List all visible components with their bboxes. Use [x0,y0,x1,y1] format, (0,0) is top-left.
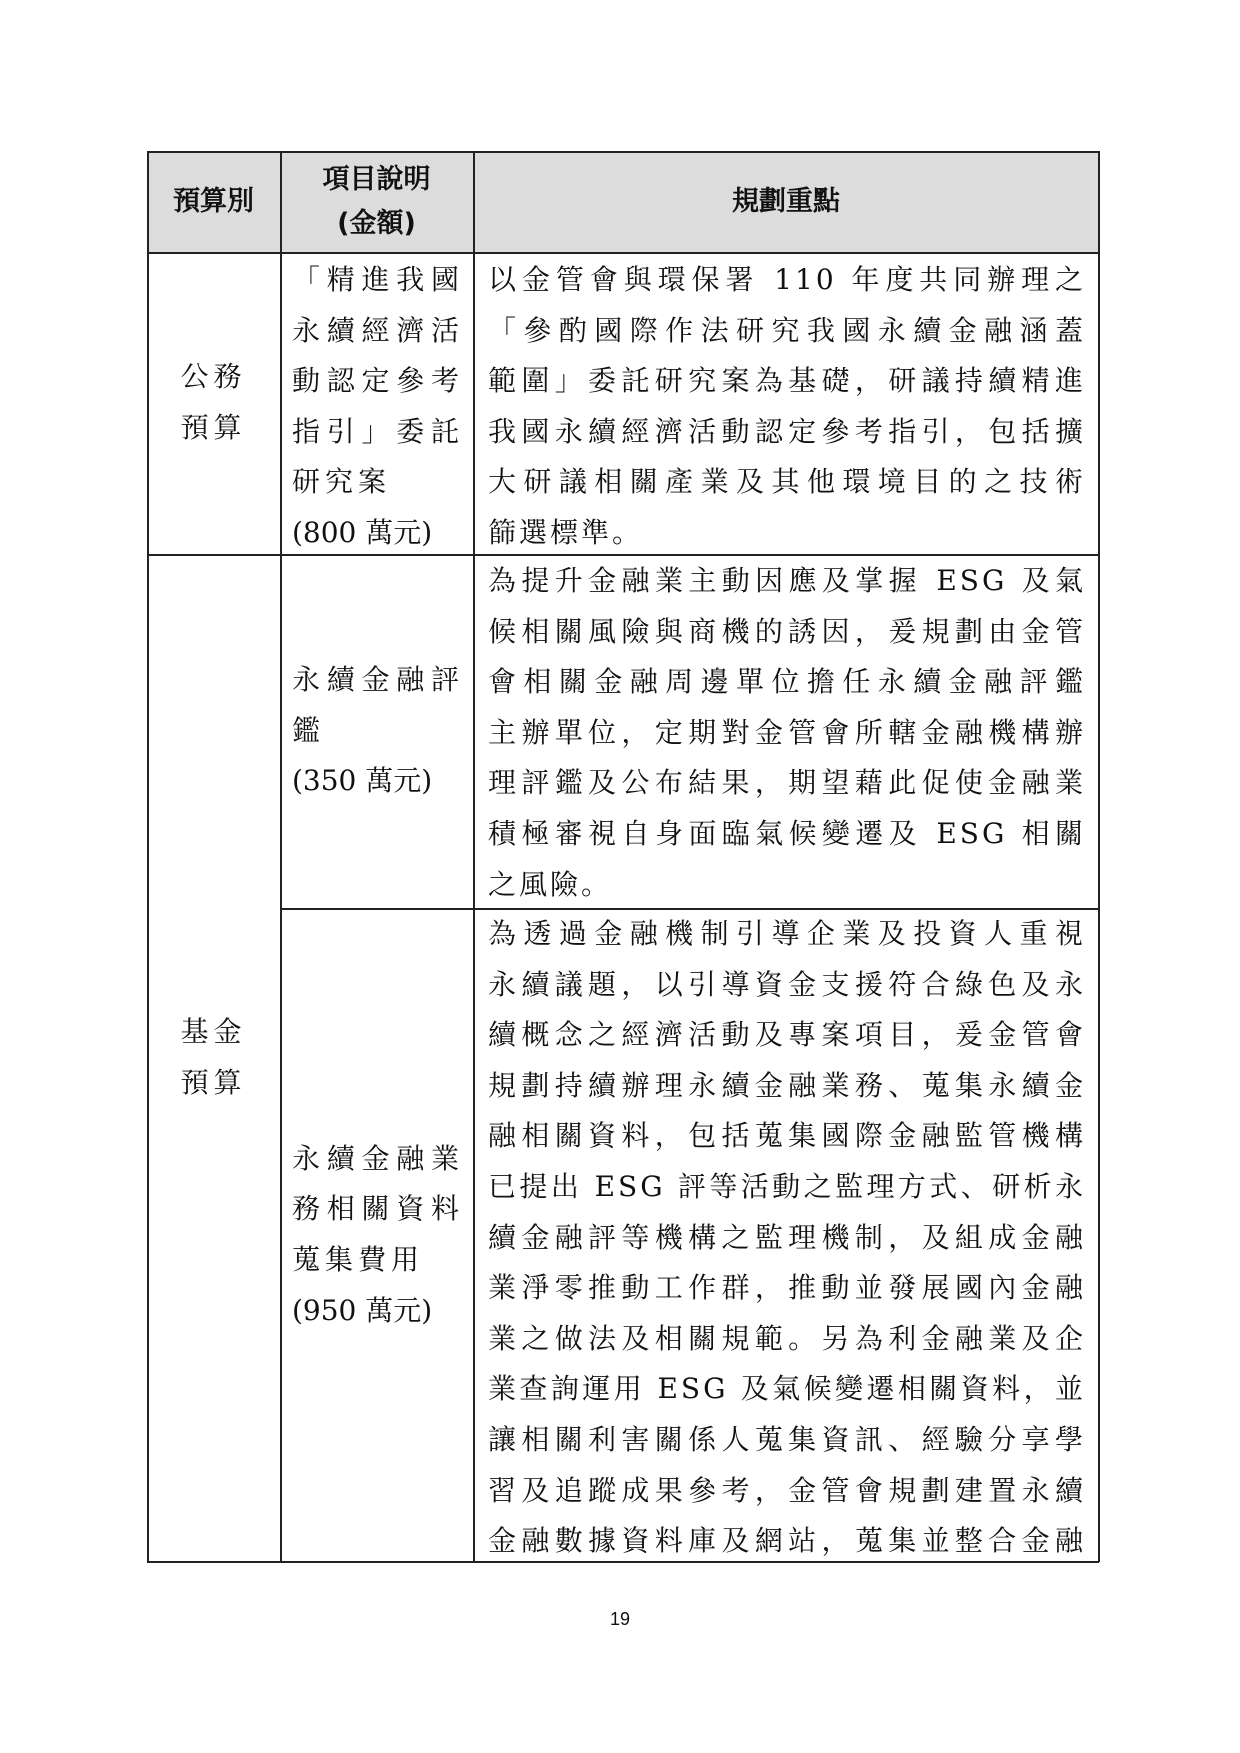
focus-line: 讓相關利害關係人蒐集資訊、經驗分享學 [488,1422,1086,1456]
focus-line: 大研議相關產業及其他環境目的之技術 [488,465,1086,499]
focus-line: 業之做法及相關規範。另為利金融業及企 [488,1321,1086,1355]
item-line: 蒐集費用 [292,1243,425,1276]
focus-line: 業淨零推動工作群，推動並發展國內金融 [488,1271,1086,1305]
table-border [147,252,1099,254]
row1-budget-type [147,252,280,554]
header-item-label: 項目說明 [322,163,431,195]
header-item-description [280,151,473,252]
focus-line: 金融數據資料庫及網站，蒐集並整合金融 [488,1524,1086,1558]
focus-line: 永續議題，以引導資金支援符合綠色及永 [488,967,1086,1001]
header-budget-type [147,151,280,252]
item-amount: (350 萬元) [292,764,433,798]
row1-focus [488,255,1086,559]
header-budget-type-label: 預算別 [173,185,254,217]
table-border [1098,151,1100,1562]
focus-line: 為透過金融機制引導企業及投資人重視 [488,917,1086,950]
item-amount: (950 萬元) [292,1293,433,1327]
focus-line: 業查詢運用 ESG 及氣候變遷相關資料，並 [488,1372,1086,1406]
budget-type-line: 預算 [180,411,247,444]
table-border [147,1561,1099,1563]
row2-item [292,554,464,908]
header-planning-focus-label: 規劃重點 [732,185,840,217]
row2-focus [488,556,1086,910]
focus-line: 續金融評等機構之監理機制，及組成金融 [488,1220,1086,1254]
focus-line: 篩選標準。 [488,515,644,549]
focus-line: 融相關資料，包括蒐集國際金融監管機構 [488,1119,1086,1153]
item-line: 永續金融評 [292,663,464,697]
item-amount: (800 萬元) [292,515,433,549]
focus-line: 候相關風險與商機的誘因，爰規劃由金管 [488,614,1086,648]
focus-line: 規劃持續辦理永續金融業務、蒐集永續金 [488,1068,1086,1102]
table-border [147,151,149,1562]
item-line: 永續金融業 [292,1141,464,1175]
focus-line: 積極審視自身面臨氣候變遷及 ESG 相關 [488,816,1086,850]
focus-line: 「參酌國際作法研究我國永續金融涵蓋 [488,313,1086,347]
table-border [280,151,282,1562]
focus-line: 主辦單位，定期對金管會所轄金融機構辦 [488,715,1086,749]
item-line: 研究案 [292,465,392,499]
item-line: 永續經濟活 [292,313,464,347]
table-border [280,908,1099,910]
item-line: 「精進我國 [292,263,464,296]
budget-table [147,151,1099,1562]
row1-item [292,255,464,559]
row3-item [292,908,464,1562]
row2-budget-type [147,554,280,1562]
focus-line: 為提升金融業主動因應及掌握 ESG 及氣 [488,564,1086,597]
item-line: 動認定參考 [292,364,464,398]
focus-line: 理評鑑及公布結果，期望藉此促使金融業 [488,766,1086,800]
table-border [147,554,1099,556]
focus-line: 續概念之經濟活動及專案項目，爰金管會 [488,1018,1086,1052]
focus-line: 範圍」委託研究案為基礎，研議持續精進 [488,364,1086,398]
focus-line: 已提出 ESG 評等活動之監理方式、研析永 [488,1169,1086,1203]
item-line: 指引」委託 [292,414,464,448]
focus-line: 以金管會與環保署 110 年度共同辦理之 [488,263,1086,296]
header-planning-focus [473,151,1099,252]
focus-line: 我國永續經濟活動認定參考指引，包括擴 [488,414,1086,448]
budget-type-line: 基金 [180,1015,247,1049]
item-line: 鑑 [292,713,326,747]
focus-line: 會相關金融周邊單位擔任永續金融評鑑 [488,665,1086,699]
budget-type-line: 預算 [180,1066,247,1099]
focus-line: 之風險。 [488,867,613,901]
table-border [473,151,475,1562]
row3-focus [488,909,1086,1567]
focus-line: 習及追蹤成果參考，金管會規劃建置永續 [488,1473,1086,1507]
page-number: 19 [609,1609,631,1629]
item-line: 務相關資料 [292,1192,464,1226]
budget-type-line: 公務 [180,360,247,394]
header-amount-label: (金額) [337,207,416,239]
table-border [147,151,1099,153]
